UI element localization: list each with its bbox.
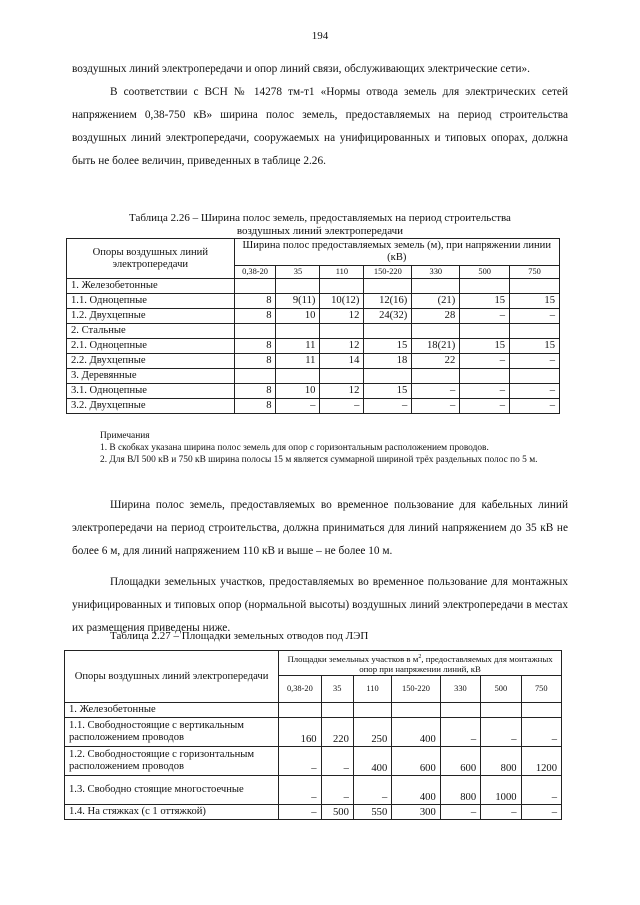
voltage-header: 110 — [320, 266, 364, 279]
table-cell: – — [510, 354, 560, 369]
table-27 — [64, 650, 562, 820]
table-row — [67, 324, 560, 339]
table-cell — [364, 279, 412, 294]
table-row — [67, 354, 560, 369]
table-cell: – — [460, 309, 510, 324]
table-cell — [412, 324, 460, 339]
voltage-header: 330 — [412, 266, 460, 279]
table-cell: – — [320, 399, 364, 414]
table-cell — [460, 279, 510, 294]
notes-title: Примечания — [100, 431, 150, 441]
intro-text-block — [72, 58, 568, 173]
table-cell — [320, 369, 364, 384]
table-cell: 22 — [412, 354, 460, 369]
table-cell: 10(12) — [320, 294, 364, 309]
row-label: 1. Железобетонные — [67, 279, 235, 294]
table-cell — [460, 369, 510, 384]
table-cell: – — [279, 776, 321, 805]
table-cell: – — [460, 384, 510, 399]
table-cell: – — [521, 776, 561, 805]
table-cell: – — [353, 776, 391, 805]
voltage-header: 750 — [521, 676, 561, 703]
table-row — [67, 294, 560, 309]
row-label: 1.3. Свободно стоящие многостоечные — [65, 776, 279, 805]
table-cell — [353, 703, 391, 718]
row-label: 3.1. Одноцепные — [67, 384, 235, 399]
table-row — [65, 718, 562, 747]
table-cell: – — [521, 805, 561, 820]
table-cell: 15 — [510, 294, 560, 309]
table-26-group-header: Ширина полос предоставляемых земель (м), при напряжении линии (кВ) — [234, 239, 559, 266]
table-cell — [321, 703, 353, 718]
table-cell — [510, 324, 560, 339]
row-label: 3. Деревянные — [67, 369, 235, 384]
voltage-header: 0,38-20 — [234, 266, 276, 279]
table-cell: 400 — [392, 718, 440, 747]
voltage-header: 0,38-20 — [279, 676, 321, 703]
table-cell: – — [521, 718, 561, 747]
paragraph-2: В соответствии с ВСН № 14278 тм-т1 «Нормы отвода земель для электрических сетей напряжением 0,38-750 кВ» ширина полос земель, предоставляемых на период строительства воздушных линий электропередачи, сооружаемых на унифицированных и типовых опорах, должна быть не более величин, приведенных в таблице 2.26. — [72, 86, 568, 167]
table-cell — [320, 279, 364, 294]
table-cell — [364, 324, 412, 339]
table-cell: 12 — [320, 309, 364, 324]
table-cell — [234, 279, 276, 294]
table-cell: (21) — [412, 294, 460, 309]
table-cell: 15 — [510, 339, 560, 354]
row-label: 2.1. Одноцепные — [67, 339, 235, 354]
row-label: 1.1. Одноцепные — [67, 294, 235, 309]
table-cell: – — [321, 747, 353, 776]
table-cell: – — [279, 805, 321, 820]
row-label: 1.2. Двухцепные — [67, 309, 235, 324]
table-cell: 18(21) — [412, 339, 460, 354]
voltage-header: 330 — [440, 676, 480, 703]
table-cell — [234, 369, 276, 384]
table-cell: – — [460, 399, 510, 414]
body-text-block — [72, 494, 568, 640]
table-26-caption: Таблица 2.26 – Ширина полос земель, предоставляемых на период строительства воздушных линий электропередачи — [129, 212, 511, 237]
table-cell: 14 — [320, 354, 364, 369]
table-cell — [481, 703, 521, 718]
voltage-header: 150-220 — [364, 266, 412, 279]
table-cell: 9(11) — [276, 294, 320, 309]
table-cell: 8 — [234, 309, 276, 324]
table-cell: 18 — [364, 354, 412, 369]
table-cell: – — [460, 354, 510, 369]
row-label: 1.2. Свободностоящие с горизонтальным расположением проводов — [65, 747, 279, 776]
table-cell: – — [481, 805, 521, 820]
table-row — [65, 805, 562, 820]
table-cell: 15 — [364, 384, 412, 399]
table-row — [65, 776, 562, 805]
row-label: 1.4. На стяжках (с 1 оттяжкой) — [65, 805, 279, 820]
table-row — [67, 279, 560, 294]
table-cell — [276, 369, 320, 384]
table-row — [65, 747, 562, 776]
table-cell: 160 — [279, 718, 321, 747]
table-cell: – — [481, 718, 521, 747]
table-26-col1-header: Опоры воздушных линий электропередачи — [67, 239, 235, 279]
table-cell: 8 — [234, 354, 276, 369]
table-cell — [320, 324, 364, 339]
table-row — [67, 369, 560, 384]
table-27-group-header: Площадки земельных участков в $м^2$, предоставляемых для монтажных опор при напряжении линий, кВ — [279, 651, 562, 676]
table-cell: 8 — [234, 399, 276, 414]
table-cell: 600 — [392, 747, 440, 776]
table-cell — [392, 703, 440, 718]
note-2: 2. Для ВЛ 500 кВ и 750 кВ ширина полосы 15 м является суммарной шириной трёх раздельных полос по 5 м. — [100, 455, 538, 465]
row-label: 2. Стальные — [67, 324, 235, 339]
table-cell: 28 — [412, 309, 460, 324]
table-cell: 24(32) — [364, 309, 412, 324]
note-1: 1. В скобках указана ширина полос земель для опор с горизонтальным расположением проводов. — [100, 443, 489, 453]
row-label: 1. Железобетонные — [65, 703, 279, 718]
table-cell: 8 — [234, 294, 276, 309]
table-cell: – — [412, 399, 460, 414]
table-26 — [66, 238, 560, 414]
table-cell: 12 — [320, 339, 364, 354]
table-cell — [521, 703, 561, 718]
table-cell: – — [510, 309, 560, 324]
table-row — [67, 384, 560, 399]
table-27-col1-header: Опоры воздушных линий электропередачи — [65, 651, 279, 703]
page-number: 194 — [311, 30, 329, 42]
table-cell — [234, 324, 276, 339]
table-cell: – — [412, 384, 460, 399]
table-cell: 250 — [353, 718, 391, 747]
table-cell: 8 — [234, 384, 276, 399]
table-27-body — [65, 703, 562, 820]
table-cell: 220 — [321, 718, 353, 747]
table-row — [67, 399, 560, 414]
table-row — [67, 309, 560, 324]
table-cell — [440, 703, 480, 718]
table-cell — [276, 324, 320, 339]
paragraph-1: воздушных линий электропередачи и опор линий связи, обслуживающих электрические сети». — [72, 63, 530, 75]
table-cell — [510, 369, 560, 384]
paragraph-4: Площадки земельных участков, предоставляемых во временное пользование для монтажных унифицированных и типовых опор (нормальной высоты) воздушных линий электропередачи в местах их размещения приведены ниже. — [72, 576, 568, 634]
voltage-header: 110 — [353, 676, 391, 703]
table-cell: 550 — [353, 805, 391, 820]
table-cell: 15 — [364, 339, 412, 354]
table-cell: – — [440, 718, 480, 747]
table-cell: – — [276, 399, 320, 414]
table-row — [67, 339, 560, 354]
table-cell: 800 — [481, 747, 521, 776]
table-cell: 15 — [460, 339, 510, 354]
table-26-body — [67, 279, 560, 414]
table-cell — [412, 279, 460, 294]
table-row — [65, 703, 562, 718]
table-cell — [364, 369, 412, 384]
table-cell: 300 — [392, 805, 440, 820]
table-cell: 8 — [234, 339, 276, 354]
table-cell: 11 — [276, 339, 320, 354]
table-cell: 12(16) — [364, 294, 412, 309]
table-cell: – — [321, 776, 353, 805]
table-cell: 800 — [440, 776, 480, 805]
table-cell: – — [364, 399, 412, 414]
table-cell: – — [440, 805, 480, 820]
table-cell — [510, 279, 560, 294]
table-cell: – — [510, 384, 560, 399]
row-label: 3.2. Двухцепные — [67, 399, 235, 414]
table-cell — [412, 369, 460, 384]
voltage-header: 35 — [276, 266, 320, 279]
table-cell: 11 — [276, 354, 320, 369]
table-cell — [460, 324, 510, 339]
table-cell: – — [510, 399, 560, 414]
voltage-header: 500 — [460, 266, 510, 279]
table-cell: 500 — [321, 805, 353, 820]
table-cell: 15 — [460, 294, 510, 309]
table-cell: 400 — [392, 776, 440, 805]
row-label: 1.1. Свободностоящие с вертикальным расположением проводов — [65, 718, 279, 747]
row-label: 2.2. Двухцепные — [67, 354, 235, 369]
voltage-header: 500 — [481, 676, 521, 703]
table-cell: 600 — [440, 747, 480, 776]
table-cell: 1200 — [521, 747, 561, 776]
table-cell: 10 — [276, 384, 320, 399]
table-cell — [279, 703, 321, 718]
table-cell — [276, 279, 320, 294]
table-cell: 12 — [320, 384, 364, 399]
table-cell: 10 — [276, 309, 320, 324]
table-cell: 400 — [353, 747, 391, 776]
voltage-header: 35 — [321, 676, 353, 703]
table-27-caption: Таблица 2.27 – Площадки земельных отводов под ЛЭП — [110, 630, 369, 642]
voltage-header: 750 — [510, 266, 560, 279]
voltage-header: 150-220 — [392, 676, 440, 703]
table-cell: – — [279, 747, 321, 776]
table-26-notes — [92, 430, 568, 466]
paragraph-3: Ширина полос земель, предоставляемых во временное пользование для кабельных линий электропередачи на период строительства, должна приниматься для линий напряжением до 35 кВ не более 6 м, для линий напряжением 110 кВ и выше – не более 10 м. — [72, 499, 568, 557]
table-cell: 1000 — [481, 776, 521, 805]
